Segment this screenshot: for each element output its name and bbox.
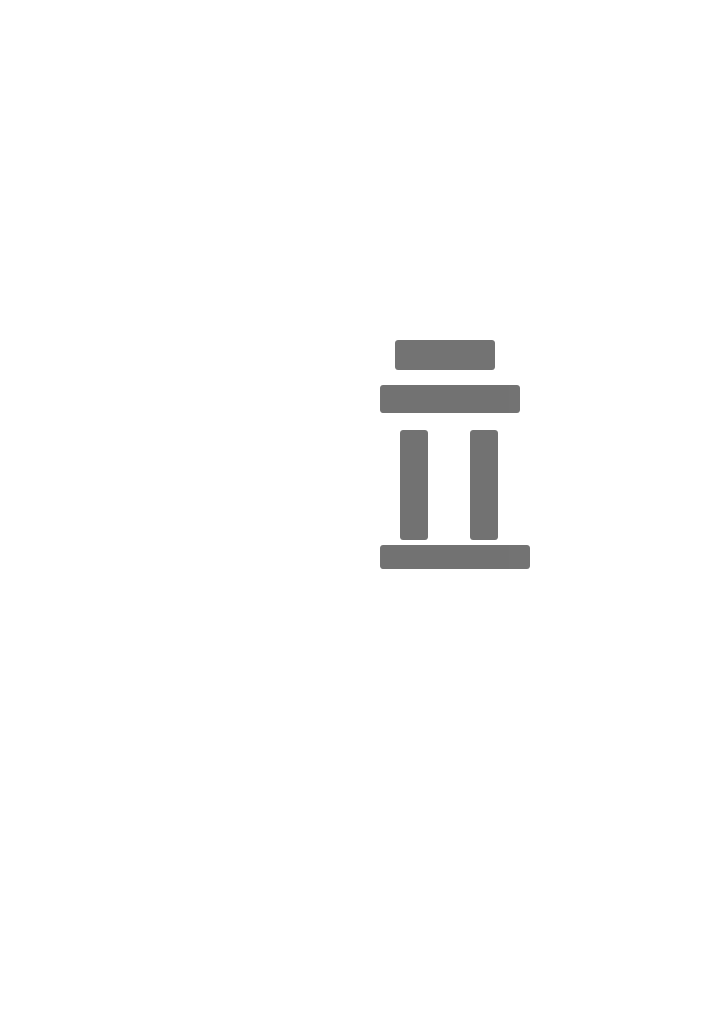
seal-emblem	[267, 282, 643, 658]
